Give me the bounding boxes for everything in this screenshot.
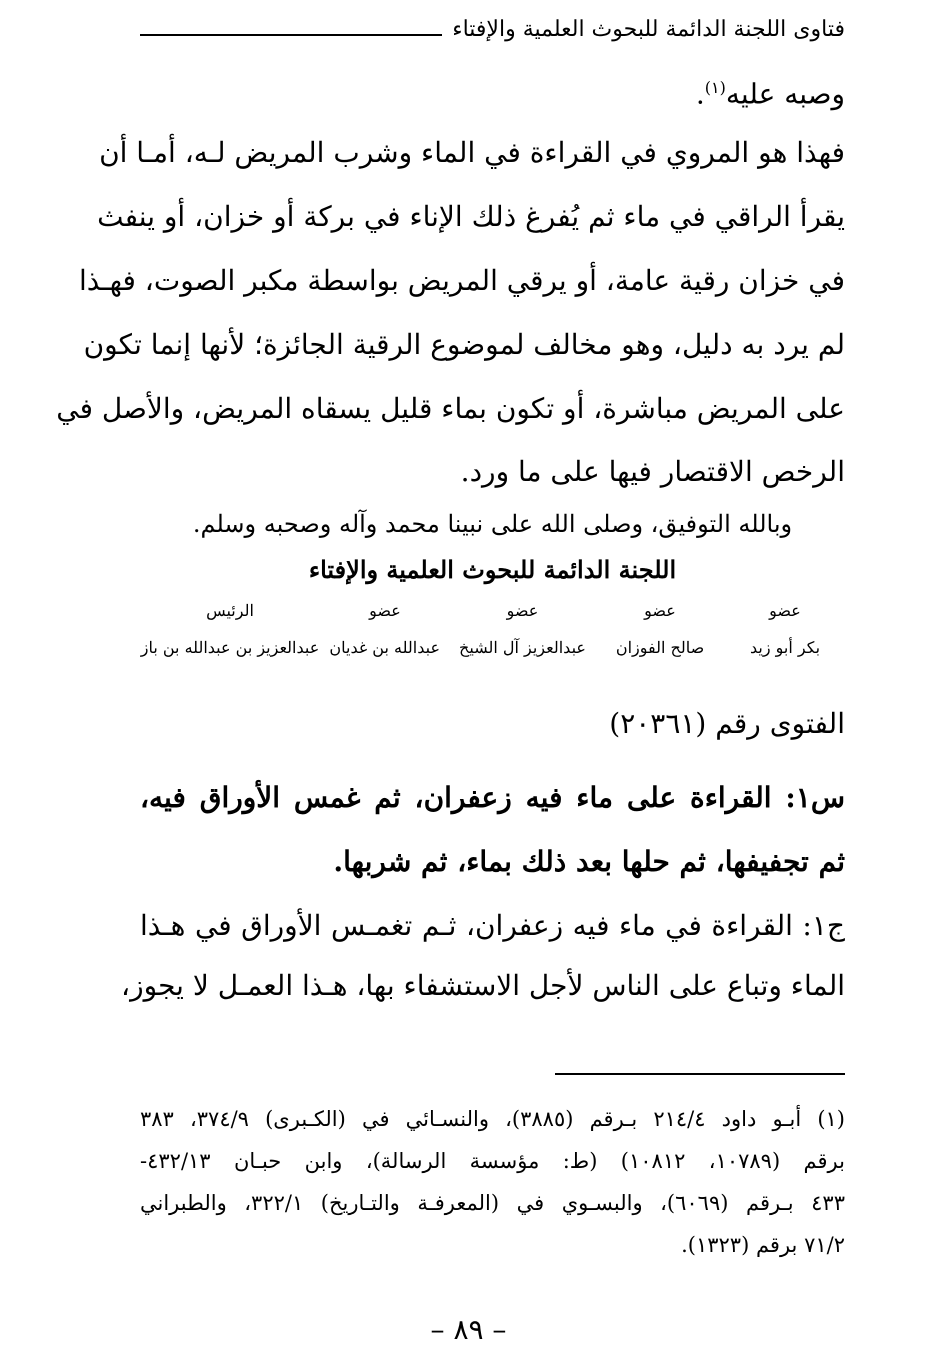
running-header-title: فتاوى اللجنة الدائمة للبحوث العلمية والإفتاء [452, 17, 845, 42]
footnote-marker: (١) [704, 78, 726, 97]
signature-roles-row [140, 601, 845, 620]
fatwa-number: الفتوى رقم (٢٠٣٦١) [609, 707, 845, 740]
committee-name: اللجنة الدائمة للبحوث العلمية والإفتاء [308, 555, 677, 584]
member-role: عضو [769, 601, 801, 620]
member-name: صالح الفوزان [615, 638, 705, 657]
footnote-line: ٧١/٢ برقم (١٣٢٣). [681, 1233, 845, 1257]
footnote-line: (١) أبـو داود ٢١٤/٤ بـرقم (٣٨٨٥)، والنسـائي في (الكـبرى) ٣٧٤/٩، ٣٨٣ [140, 1107, 845, 1131]
member-role: عضو [506, 601, 539, 620]
question-line: ثم تجفيفها، ثم حلها بعد ذلك بماء، ثم شربها. [333, 845, 845, 878]
text-fragment: وصبه عليه [725, 77, 845, 111]
paragraph-line: لم يرد به دليل، وهو مخالف لموضوع الرقية الجائزة؛ لأنها إنما تكون [83, 328, 845, 361]
answer-line: الماء وتباع على الناس لأجل الاستشفاء بها، هـذا العمـل لا يجوز، [121, 969, 845, 1002]
paragraph-line: فهذا هو المروي في القراءة في الماء وشرب المريض لـه، أمـا أن [99, 136, 845, 169]
footnote-line: برقم (١٠٧٨٩، ١٠٨١٢) (ط: مؤسسة الرسالة)، وابن حبـان ٤٣٢/١٣- [140, 1149, 845, 1173]
member-name: عبدالله بن غديان [329, 638, 440, 657]
page-number: – ٨٩ – [430, 1313, 507, 1346]
text-line [140, 68, 845, 114]
question-line: س١: القراءة على ماء فيه زعفران، ثم غمس الأوراق فيه، [140, 781, 845, 814]
member-name: عبدالعزيز آل الشيخ [459, 638, 586, 657]
signature-names-row [140, 638, 845, 657]
paragraph-line: في خزان رقية عامة، أو يرقي المريض بواسطة مكبر الصوت، فهـذا [78, 264, 845, 297]
running-header-rule [140, 34, 442, 36]
paragraph-line: على المريض مباشرة، أو تكون بماء قليل يسقاه المريض، والأصل في [56, 392, 845, 425]
paragraph-line: الرخص الاقتصار فيها على ما ورد. [460, 455, 845, 488]
footnote-separator [555, 1073, 845, 1075]
answer-line: ج١: القراءة في ماء فيه زعفران، ثـم تغمـس الأوراق في هـذا [140, 909, 845, 942]
closing-line: وبالله التوفيق، وصلى الله على نبينا محمد وآله وصحبه وسلم. [192, 510, 793, 538]
member-name: عبدالعزيز بن عبدالله بن باز [140, 638, 320, 657]
paragraph-line: يقرأ الراقي في ماء ثم يُفرغ ذلك الإناء في بركة أو خزان، أو ينفث [97, 200, 845, 233]
member-role: عضو [644, 601, 676, 620]
member-role: عضو [369, 601, 401, 620]
member-name: بكر أبو زيد [749, 638, 821, 657]
running-header [140, 12, 845, 42]
footnote-line: ٤٣٣ بـرقم (٦٠٦٩)، والبسـوي في (المعرفـة والتـاريخ) ٣٢٢/١، والطبراني [140, 1191, 845, 1215]
member-role: الرئيس [206, 601, 254, 620]
text-fragment: . [695, 77, 705, 111]
